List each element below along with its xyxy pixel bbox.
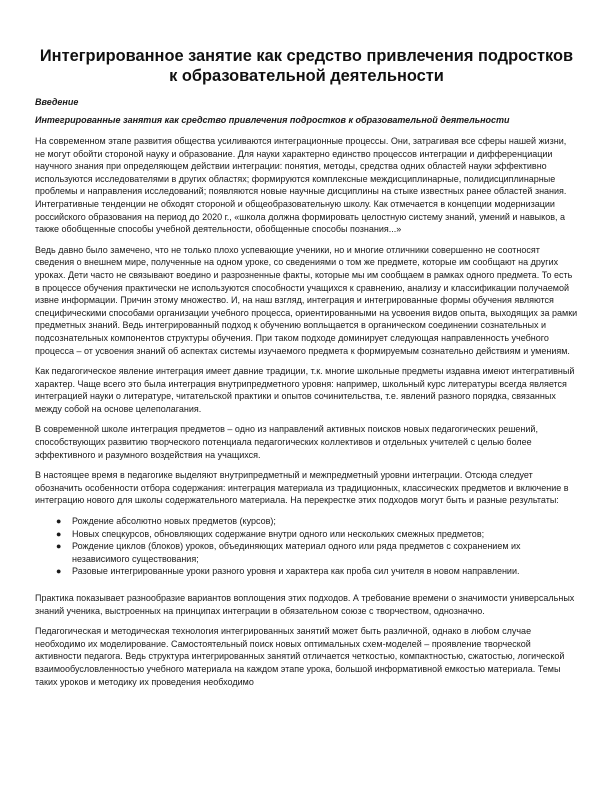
list-item xyxy=(56,515,578,528)
list-item-text: Новых спецкурсов, обновляющих содержание внутри одного или нескольких смежных предметов; xyxy=(72,528,485,539)
list-item-text: Рождение абсолютно новых предметов (курсов); xyxy=(72,516,276,527)
section-heading: Введение xyxy=(35,97,79,107)
bullet-icon: ● xyxy=(56,541,62,552)
list-item-text: Рождение циклов (блоков) уроков, объединяющих материал одного или ряда предметов с сохранением их независимого существования; xyxy=(72,541,521,564)
document-page xyxy=(35,46,578,696)
paragraph-2: Ведь давно было замечено, что не только плохо успевающие ученики, но и многие отличники совершенно не соотносят сведения о внешнем мире, полученные на одном уроке, со сведениями о том же предмете, которые им сообщают на других уроках. Дети часто не связывают воедино и разрозненные факты, которые мы им сообщаем в рамках одного предмета. То есть в процессе обучения практически не используются способности учащихся к сравнению, анализу и классификации получаемой извне информации. Причин этому множество. И, на наш взгляд, интеграция и интегрированные формы обучения являются специфическими способами организации учебного процесса, ориентированными на усвоения видов опыта, выходящих за рамки предметных знаний. Ведь интегрированный подход к обучению вопльщается в органическом соединении сознательных и подсознательных компонентов структуры обучения. При таком подходе доминирует следующая направленность учебного процесса – от усвоения знаний об аспектах системы изучаемого предмета к формируемым сознательно действиям и умениям. xyxy=(35,244,578,356)
list-item-text: Разовые интегрированные уроки разного уровня и характера как проба сил учителя в новом направлении. xyxy=(72,566,520,577)
document-title: Интегрированное занятие как средство привлечения подростков к образовательной деятельности xyxy=(39,47,574,85)
paragraph-7: Педагогическая и методическая технология интегрированных занятий может быть различной, однако в любом случае необходимо их моделирование. Самостоятельный поиск новых оптимальных схем-моделей – проявление творческой активности педагога. Ведь структура интегрированных занятий отличается четкостью, компактностью, сжатостью, логической взаимообусловленностью учебного материала на каждом этапе урока, большой информативной емкостью материала. Темы таких уроков и методику их проведения необходимо xyxy=(35,626,565,687)
list-item xyxy=(56,528,578,541)
results-list xyxy=(35,515,578,578)
paragraph-6: Практика показывает разнообразие вариантов воплощения этих подходов. А требование времени о значимости универсальных знаний ученика, выстроенных на принципах интеграции в обязательном союзе с творчеством, однозначно. xyxy=(35,593,575,616)
paragraph-5: В настоящее время в педагогике выделяют внутрипредметный и межпредметный уровни интеграции. Отсюда следует обозначить особенности отбора содержания: интеграция материала из традиционных, классических предметов и включение в интеграцию нового для школы содержательного материала. На перекрестке этих подходов могут быть и разные результаты: xyxy=(35,470,569,506)
bullet-icon: ● xyxy=(56,516,62,527)
paragraph-1: На современном этапе развития общества усиливаются интеграционные процессы. Они, затрагивая все сферы нашей жизни, не могут обойти стороной науку и образование. Для науки характерно единство процессов интеграции и дифференциации научного знания при определяющем действии интеграции: понятия, методы, средства одних областей науки эффективно используются исследователями в других областях; формируются комплексные междисциплинарные, полидисциплинарные проблемы и направления исследований; появляются новые научные дисциплины на стыке известных ранее областей знания. Интегративные тенденции не обходят стороной и общеобразовательную школу. Как отмечается в концепции модернизации российского образования на период до 2020 г., «школа должна формировать целостную систему знаний, умений и навыков, а также обобщенные способы учебной деятельности, обобщенные способы познания...» xyxy=(35,136,567,235)
paragraph-4: В современной школе интеграция предметов – одно из направлений активных поисков новых педагогических решений, способствующих развитию творческого потенциала педагогических коллективов и отдельных учителей с целью более эффективного и разумного воздействия на учащихся. xyxy=(35,424,538,460)
bullet-icon: ● xyxy=(56,528,62,539)
list-item xyxy=(56,540,578,565)
list-item xyxy=(56,565,578,578)
bullet-icon: ● xyxy=(56,566,62,577)
paragraph-3: Как педагогическое явление интеграция имеет давние традиции, т.к. многие школьные предметы издавна имеют интегративный характер. Чаще всего это была интеграция внутрипредметного уровня: например, школьный курс литературы всегда является интеграцией науки о литературе, читательской практики и опытов сочинительства, т.е. явлений разного порядка, связанных между собой на основе целеполагания. xyxy=(35,366,575,414)
subheading: Интегрированные занятия как средство привлечения подростков к образовательной деятельности xyxy=(35,115,510,125)
